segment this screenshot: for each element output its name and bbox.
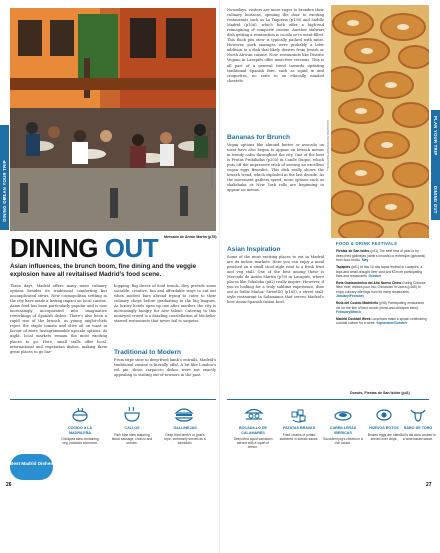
page-gutter — [219, 0, 221, 553]
body-column-3c — [227, 255, 324, 307]
photo-caption-right: Donuts, Fiestas de San Isidro (p41) — [350, 391, 410, 395]
festival-item — [336, 281, 428, 299]
festival-when: September/October — [376, 321, 408, 326]
side-tab-label-top: PLAN YOUR TRIP — [2, 160, 7, 200]
festival-when: May — [361, 258, 369, 263]
body-column-2b — [114, 358, 216, 380]
dish-title: CARRILLERAS IBÉRICAS — [329, 426, 357, 435]
dishes-divider-left — [10, 399, 216, 400]
festival-name: Madrid Cocktail Week — [336, 317, 371, 322]
squid-sandwich-icon — [244, 404, 264, 424]
body-paragraph: Vegan options like almond butter or avocado on toast have also begun to appear on brunch menus in trendy cafes throughout the city. One of the best is Frutas Prohibidas (p205) in Conde Duque, which puts off the impressive trick of serving an excellent vegan eggs Benedict. This dish really shows the brunch trend, which exploded in the last decade. As the movement gathers speed, more options such as shakshuka or New York rolls are beginning to appear on menus. — [227, 143, 324, 193]
festival-ref: (p98) — [379, 301, 387, 306]
body-column-3 — [227, 8, 324, 86]
dish-title: CALLOS — [124, 426, 140, 430]
body-paragraph: Some of the most exciting places to eat in Madrid are its indoor markets. Here you can enjoy a meal perched on a small stool right next to a fresh fruit and veg stall. One of the best among these is Mercado de Antón Martín (p78) in Lavapiés, where places like Yokaloka (p82) really inspire. However, if you’re looking for a truly sublime experience, dine out at Dabiz Muñoz’ StreetXO (p165), a street stall-style restaurant in Salamanca that serves Madrid’s best Asian-Spanish fusion food. — [227, 255, 324, 305]
festival-name: Fiestas de San Isidro — [336, 249, 370, 254]
dish-desc: Succulent pig’s cheeks in a rich sauce. — [323, 437, 363, 446]
photo-caption-left: Mercado de Antón Martín (p78) — [164, 235, 217, 239]
bull-icon — [408, 404, 428, 424]
festival-when: January/February — [336, 294, 365, 299]
page-number-left: 26 — [6, 482, 12, 488]
page-title — [10, 233, 158, 264]
photo-credit-right: GUILLERMO SANTOS/SHUTTERSTOCK © — [326, 120, 329, 173]
egg-icon — [374, 404, 394, 424]
dish-title: COCIDO A LA MADRILEÑA — [67, 426, 93, 435]
title-word-dining: DINING — [10, 233, 98, 263]
dish-desc: Bull’s tail slow-cooked in a wine-based sauce. — [400, 433, 436, 442]
bowl-icon — [122, 404, 142, 424]
festival-ref: (p81) — [351, 265, 359, 270]
festival-desc: The best time of year to try deep-fried gallinejas (lamb’s innards) or entresijos (gizzards) from food trucks. — [336, 249, 426, 263]
sandwich-icon — [174, 404, 194, 424]
dish-title: BOCADILLO DE CALAMARES — [238, 426, 268, 435]
market-terrace-photo — [10, 8, 216, 231]
dish-title: PATATAS BRAVAS — [282, 426, 316, 430]
dishes-divider-right — [227, 399, 429, 400]
festivals-heading: FOOD & DRINK FESTIVALS — [336, 241, 398, 246]
dish-desc: Chickpea stew containing veg, potatoes and meat. — [61, 437, 99, 446]
body-column-1 — [10, 284, 107, 357]
side-tab-label-top: PLAN YOUR TRIP — [433, 116, 438, 156]
festival-when: October — [368, 274, 382, 279]
body-paragraph: These days, Madrid offers many more culinary options besides its traditional comforting but unconplicated stews. New cosmopolitan settling in the city have made a lasting impact on local cuisine. Asian food has been particularly popular and is now increasingly incorporated into imaginative reworkings of Spanish dishes. There’s also been a rapid rise of the brunch, as young angloi-chefs reject the staple tomato and olive oil on toast in favour of more Instagrammable upscale options. At night, local markets remain the most exciting places to go. Here, small stalls offer local, international and vegetarian dishes, making them great places to go bar- — [10, 284, 107, 354]
subheading-brunch: Bananas for Brunch — [227, 134, 291, 141]
subheading-asian: Asian Inspiration — [227, 246, 281, 253]
intro-text: Asian influences, the brunch boom, fine dining and the veggie explosion have all revitalised Madrid’s food scene. — [10, 263, 197, 278]
body-column-3b — [227, 143, 324, 195]
festival-desc: Participating restaurants vie for the title of best cocido (meat-and-chickpea stew). — [336, 301, 424, 310]
festivals-box — [336, 242, 428, 328]
plate-icon — [333, 404, 353, 424]
festival-item — [336, 317, 428, 326]
best-dishes-badge: Best Madrid Dishes — [10, 454, 53, 480]
dish-desc: Deep-fried squid sandwich served with a squirt of lemon. — [233, 437, 273, 450]
festival-desc: During Chinese New Year, visitors pour into Chinatown in Usera (p160) to enjoy culinary offerings from its many restaurants. — [336, 281, 426, 294]
body-paragraph: hopping. Big drives of food trends, they provide some sociable, creative, fun and affordable ways to eat out when modest bars abroad trying to cater to their culinary chops before graduating to the big leagues. As luxury hotels open up one after another, the city is increasingly hungry for new talent. Catering to this moneyed crowd is a dazzling constellation of Michelin-starred restaurants that never fail to surprise. — [114, 284, 216, 324]
dish-desc: Fried chunks of potato slathered in tomato sauce. — [279, 433, 319, 442]
side-tab-label-bottom: DINING OUT — [2, 194, 7, 222]
festival-name: Rota Gastronómica del Año Nuevo Chino — [336, 281, 402, 286]
festival-name: Ruta del Cocido Madrileño — [336, 301, 379, 306]
potatoes-icon — [289, 404, 309, 424]
festival-item — [336, 249, 428, 262]
festival-ref: (p41) — [370, 249, 379, 254]
festival-desc: At this 10-day tapas festival in Lavapiés, a tapa and small draught beer cost just €3 from participating bars and restaurants. — [336, 265, 423, 279]
festival-name: Tapapiés — [336, 265, 351, 270]
body-paragraph: From tripe stew to deep-fried lamb’s entrails, Madrid’s traditional cuisine is literally offal. A bit like London’s eel pie, these carpaccio dishes were not exactly appealing to visiting out-of-towners in the past. — [114, 358, 216, 378]
dish-title: GALLINEJAS — [173, 426, 197, 430]
dish-desc: Deep-fried lamb’s or goat’s tripe, commonly served as a sandwich. — [164, 433, 206, 446]
page-number-right: 27 — [426, 482, 432, 488]
photo-credit-left: DONATAS DABRAVOLSKAS/SHUTTERSTOCK © — [210, 130, 213, 190]
body-column-2 — [114, 284, 216, 326]
festival-item — [336, 265, 428, 278]
dish-desc: Rich tripe stew featuring blood sausage, chorizo and tomato. — [111, 433, 153, 446]
dish-title: HUEVOS ROTOS — [369, 426, 399, 430]
donuts-photo — [331, 5, 429, 238]
title-word-out: OUT — [104, 233, 159, 263]
side-tab-label-bottom: DINING OUT — [433, 186, 438, 214]
festival-desc: Local bars make a splash celebrating cocktail culture for a week. — [336, 317, 427, 326]
dish-desc: Broken eggs are often served over chips. — [367, 433, 401, 442]
body-paragraph: Nowadays, visitors are more eager to broaden their culinary horizons, opening the door to exciting restaurants such as La Taqueria (p130) and Saddle Madrid (p106), which both offer a high-end reimagining of comporte cuisine. Another stalwart dish getting a reinvention is cocido or to meat-filled. This thick pea stew is typically packed with meat. However, pork sausages were probably a later addition to a dish that likely derives from Jewish or North African cuisine. Now, restaurants like Distrito Vegano in Lavapiés offer meat-free versions. This is all part of a general trend towards updating traditional Spanish fare, such as squid in and croquettes, no ratte to an ethically minded clientele. — [227, 8, 324, 83]
festival-item — [336, 301, 428, 314]
festival-when: February/March — [336, 310, 362, 315]
subheading-traditional: Traditional to Modern — [114, 349, 182, 356]
dish-title: RABO DE TORO — [403, 426, 433, 430]
stew-pot-icon — [70, 404, 90, 424]
